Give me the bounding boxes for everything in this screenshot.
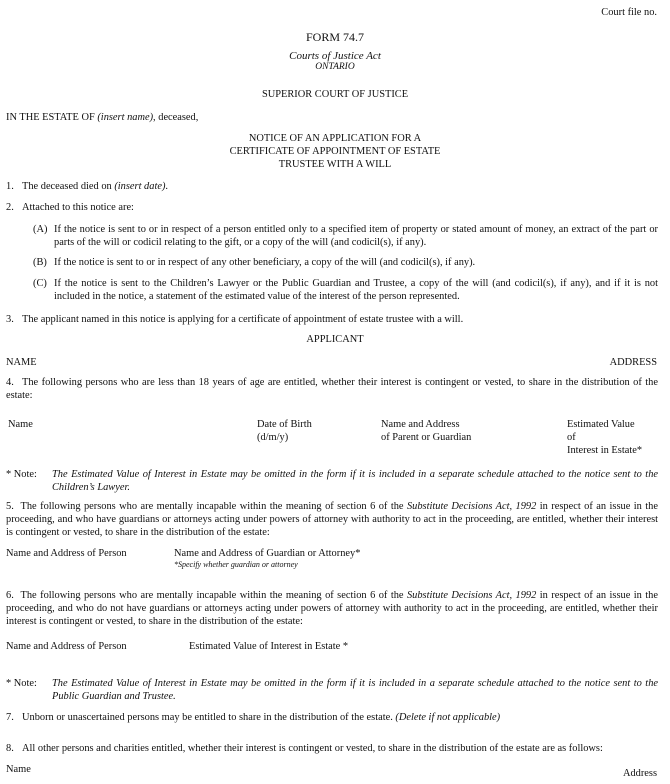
item-7-text bbox=[22, 711, 500, 724]
note-1-text: The Estimated Value of Interest in Estate may be omitted in the form if it is included in a separate schedule attached to the notice sent to the Children’s Lawyer. bbox=[52, 469, 658, 493]
item-2-sub-a-text: If the notice is sent to or in respect of a person entitled only to a specified item of property or stated amount of money, an extract of the part or parts of the will or codicil relating to the gift, or a copy of the will (and codicil(s), if any). bbox=[54, 224, 658, 248]
item-7-number: 7. bbox=[6, 712, 14, 723]
applicant-address-label: ADDRESS bbox=[609, 357, 657, 368]
note-2-label: * Note: bbox=[6, 678, 37, 689]
item-8-number: 8. bbox=[6, 743, 14, 754]
item-1-text bbox=[22, 180, 168, 193]
item-5-number: 5. bbox=[6, 501, 14, 512]
item-7-body: Unborn or unascertained persons may be entitled to share in the distribution of the estate. bbox=[22, 712, 396, 723]
item-4-col-dob-line-1: Date of Birth bbox=[257, 419, 312, 430]
item-2-sub-a-label: (A) bbox=[33, 224, 48, 235]
item-6-act: Substitute Decisions Act, 1992 bbox=[406, 590, 537, 601]
item-5-body-b: in respect of an issue in the proceeding, and who have guardians or attorneys acting under powers of attorney with authority to act in the proceeding, are entitled, whether their interest is contingent or vested, to share in the distribution of the estate: bbox=[6, 501, 658, 538]
item-4-col-value-line-2: of bbox=[567, 432, 576, 443]
act-title: Courts of Justice Act bbox=[289, 50, 381, 62]
item-4-col-parent bbox=[381, 418, 471, 444]
item-5-col-guardian: Name and Address of Guardian or Attorney* bbox=[174, 548, 361, 559]
estate-prefix: IN THE ESTATE OF bbox=[6, 112, 98, 123]
item-4-col-parent-line-2: of Parent or Guardian bbox=[381, 432, 472, 443]
note-2-text: The Estimated Value of Interest in Estate may be omitted in the form if it is included in a separate schedule attached to the notice sent to the Public Guardian and Trustee. bbox=[52, 678, 658, 702]
item-5-text bbox=[6, 500, 658, 539]
item-6-body-b: in respect of an issue in the proceeding, and who do not have guardians or attorneys acting under powers of attorney with authority to act in the proceeding, are entitled, whether their interest is contingent or vested, to share in the distribution of the estate: bbox=[6, 590, 658, 627]
estate-suffix: , deceased, bbox=[153, 112, 199, 123]
item-6-number: 6. bbox=[6, 590, 14, 601]
item-4-number: 4. bbox=[6, 377, 14, 388]
item-1-end: . bbox=[165, 181, 169, 192]
item-2-sub-c-label: (C) bbox=[33, 278, 47, 289]
item-5-col-guardian-note: *Specify whether guardian or attorney bbox=[174, 560, 298, 569]
item-6-col-person: Name and Address of Person bbox=[6, 641, 127, 652]
item-3-text: The applicant named in this notice is applying for a certificate of appointment of estate trustee with a will. bbox=[22, 314, 464, 325]
item-2-sub-b-label: (B) bbox=[33, 257, 47, 268]
item-7-note: (Delete if not applicable) bbox=[395, 712, 501, 723]
court-title: SUPERIOR COURT OF JUSTICE bbox=[261, 89, 409, 100]
item-5-body-a: The following persons who are mentally incapable within the meaning of section 6 of the bbox=[20, 501, 407, 512]
item-6-text bbox=[6, 589, 658, 628]
item-4-col-parent-line-1: Name and Address bbox=[381, 419, 460, 430]
item-8-col-name: Name bbox=[6, 764, 31, 775]
item-8-text: All other persons and charities entitled, whether their interest is contingent or vested, to share in the distribution of the estate are as follows: bbox=[22, 743, 603, 754]
notice-title-line-3: TRUSTEE WITH A WILL bbox=[278, 159, 392, 170]
item-8-col-address: Address bbox=[622, 768, 657, 779]
item-4-col-dob-line-2: (d/m/y) bbox=[257, 432, 289, 443]
form-number: FORM 74.7 bbox=[305, 30, 364, 44]
estate-line bbox=[6, 111, 198, 124]
item-2-text: Attached to this notice are: bbox=[22, 202, 134, 213]
item-3-number: 3. bbox=[6, 314, 14, 325]
notice-title-line-2: CERTIFICATE OF APPOINTMENT OF ESTATE bbox=[229, 146, 441, 157]
item-4-col-value bbox=[567, 418, 642, 457]
item-4-col-value-line-1: Estimated Value bbox=[567, 419, 635, 430]
item-5-act: Substitute Decisions Act, 1992 bbox=[406, 501, 537, 512]
estate-name-placeholder: (insert name) bbox=[97, 112, 154, 123]
item-4-text: The following persons who are less than 18 years of age are entitled, whether their interest is contingent or vested, to share in the distribution of the estate: bbox=[6, 377, 658, 401]
applicant-name-label: NAME bbox=[6, 357, 37, 368]
item-4-col-name: Name bbox=[8, 419, 33, 430]
item-6-col-value: Estimated Value of Interest in Estate * bbox=[189, 641, 349, 652]
item-2-sub-b-text: If the notice is sent to or in respect of any other beneficiary, a copy of the will (and codicil(s), if any). bbox=[54, 257, 476, 268]
applicant-heading: APPLICANT bbox=[306, 334, 364, 345]
item-5-col-person: Name and Address of Person bbox=[6, 548, 127, 559]
item-1-body: The deceased died on bbox=[22, 181, 115, 192]
item-4-col-dob bbox=[257, 418, 312, 444]
note-1-label: * Note: bbox=[6, 469, 37, 480]
province-title: ONTARIO bbox=[315, 62, 355, 72]
item-1-number: 1. bbox=[6, 181, 14, 192]
item-2-number: 2. bbox=[6, 202, 14, 213]
item-4-col-value-line-3: Interest in Estate* bbox=[567, 445, 643, 456]
item-2-sub-c-text: If the notice is sent to the Children’s Lawyer or the Public Guardian and Trustee, a copy of the will (and codicil(s), if any), and if it is not included in the notice, a statement of the estimated value of the interest of the person represented. bbox=[54, 278, 658, 302]
item-1-date-placeholder: (insert date) bbox=[114, 181, 166, 192]
notice-title-line-1: NOTICE OF AN APPLICATION FOR A bbox=[248, 133, 422, 144]
item-6-body-a: The following persons who are mentally incapable within the meaning of section 6 of the bbox=[20, 590, 407, 601]
court-file-label: Court file no. bbox=[601, 7, 657, 18]
